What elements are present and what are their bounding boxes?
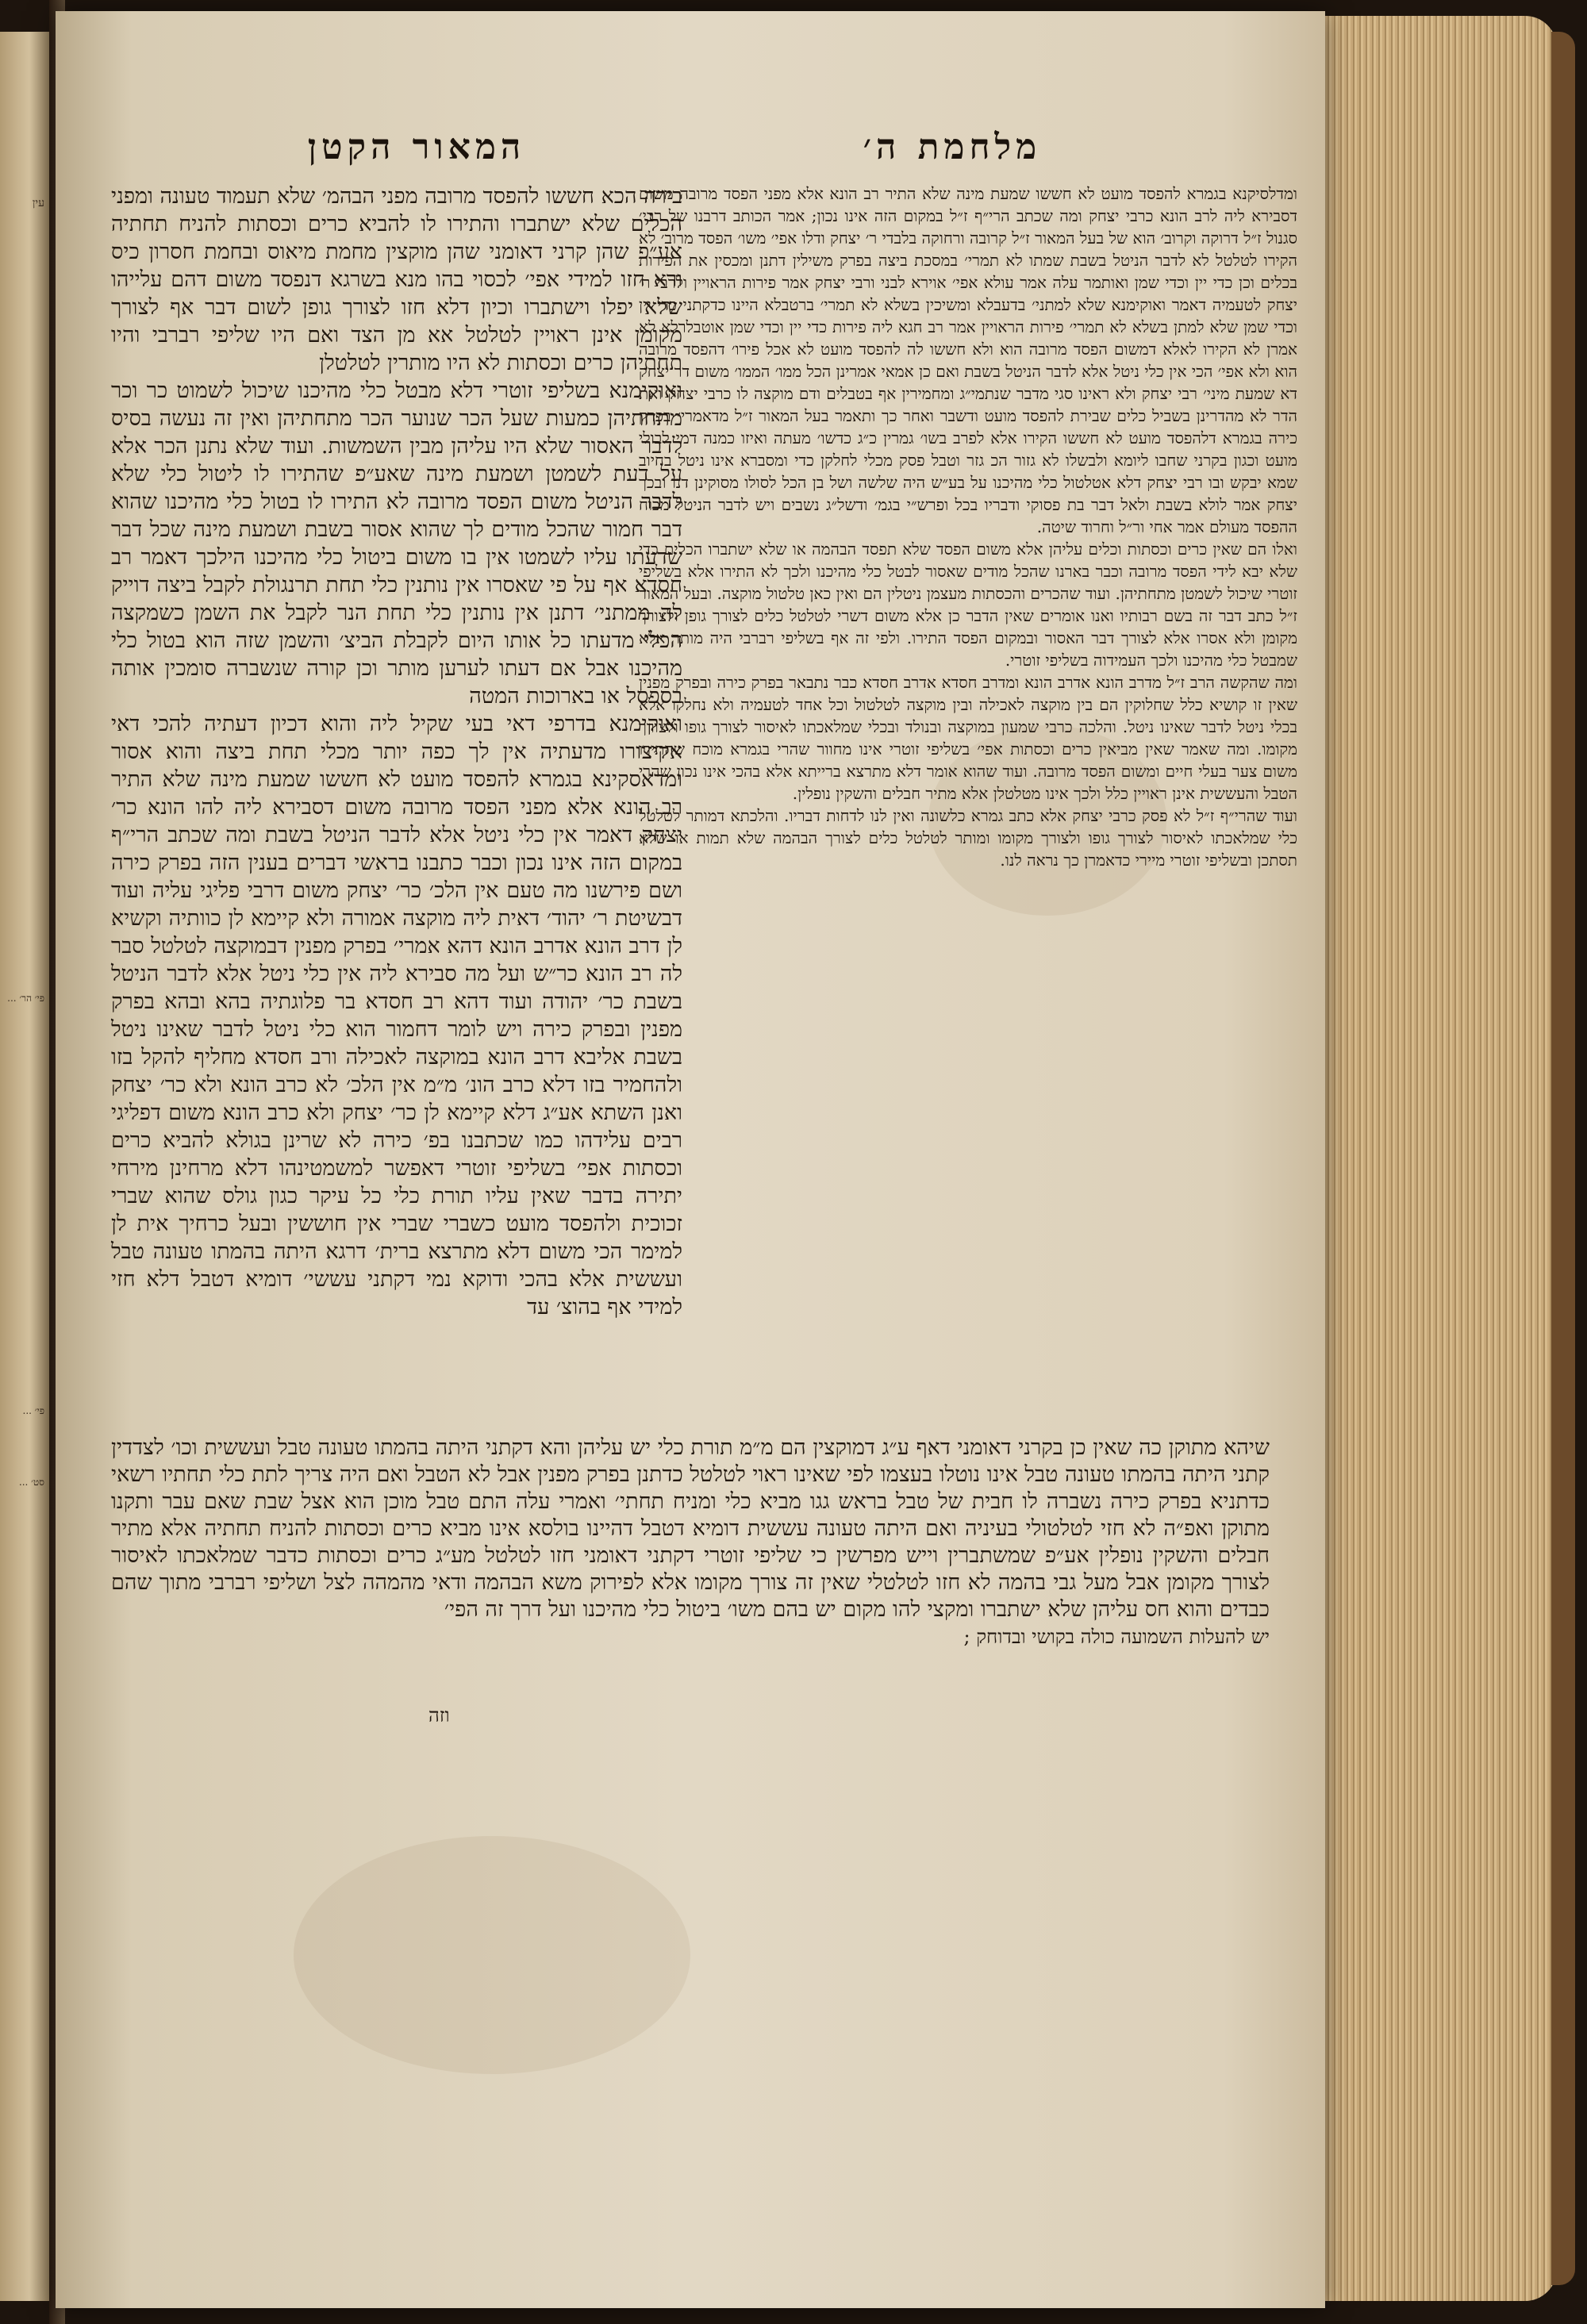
- full-width-text-block: [111, 1435, 1270, 1650]
- paragraph: בירה הכא חששו להפסד מרובה מפני הבהמ׳ שלא תעמוד טעונה ומפני הכלים שלא ישתברו והתירו לו להביא כרים וכסתות להניח תחתיה אע״פ שהן קרני דאומני שהן מוקצין מחמת מיאוס ובחמת חסרון כיס ורא חזו למידי אפי׳ לכסוי בהו מנא בשרגא דנפסד משום דהם עלייהו שלא יפלו וישתברו וכיון דלא חזו לצורך גופן לשום דבר אף לצורך מקומן אינן ראויין לטלטל אא מן הצד ואם היו שליפי רברבי והיו תחתיהן כרים וכסתות לא היו מותרין לטלטלן: [111, 184, 682, 375]
- catchword: וזה: [428, 1704, 450, 1727]
- text-column-right: [639, 182, 1297, 1444]
- book-cover: [1551, 32, 1575, 2285]
- left-page-margin-note: סט׳ ...: [18, 1477, 44, 1488]
- book-page-edges: [1319, 16, 1557, 2301]
- closing-line: יש להעלות השמועה כולה בקושי ובדוחק ;: [963, 1626, 1270, 1648]
- text-column-left: [111, 182, 682, 1436]
- left-page-edge-word: עין: [32, 197, 44, 209]
- left-page-edge: [0, 32, 49, 2301]
- left-page-margin-note: פי׳ ...: [22, 1405, 44, 1416]
- page-header-right: מלחמת ה׳: [863, 127, 1042, 167]
- paragraph: ואלו הם שאין כרים וכסתות וכלים עליהן אלא משום הפסד שלא תפסד הבהמה או שלא ישתברו הכלים כדי שלא יבא לידי הפסד מרובה וכבר בארנו שהכל מודים שאסור לבטל כלי מהיכנו ולכך לא התירו אלא בשליפי זוטרי שיכול לשמטן מתחתיהן. ועוד שהכרים והכסתות מעצמן ניטלין הם ואין כאן טלטול מוקצה. ובעל המאור ז״ל כתב דבר זה בשם רבותיו ואנו אומרים שאין הדבר כן אלא משום דשרי לטלטל כלים לצורך גופן ולצורך מקומן ולא אסרו אלא לצורך דבר האסור ובמקום הפסד התירו. ולפי זה אף בשליפי רברבי היה מותר אלא שמבטל כלי מהיכנו ולכך העמידוה בשליפי זוטרי.: [639, 540, 1297, 670]
- paragraph: ומדלסיקנא בגמרא להפסד מועט לא חששו שמעת מינה שלא התיר רב הונא אלא מפני הפסד מרובה משום דסבירא ליה לרב הונא כרבי יצחק ומה שכתב הרי״ף ז״ל במקום הזה אינו נכון; אמר הכותב דרבנו של רבי׳ סגנול ז״ל דרוקה וקרוב׳ הוא של בעל המאור ז״ל קרובה ורחוקה בלבדי ר׳ יצחק ודלו אפי׳ משו׳ הפסד מרוב׳ לא הקירו לטלטל לא לדבר הניטל בשבת שמתו לא תמרי׳ במסכת ביצה בפרק משילין דתנן ומכסין את הפירות בכלים וכן כדי יין וכדי שמן ואותמר עלה אמר עולא אפי׳ אוירא לבני ורבי יצחק אמר פירות הראויין ולרבי ר׳ יצחק לטעמיה דאמר ואוקימנא שלא למתני׳ בדעבלא ומשיכין בשלא לא תמרי׳ ברטבלא היינו כדקתני כדי יין וכדי שמן שלא למתן בשלא לא תמרי׳ פירות הראויין אמר רב חגא ליה פירות כדי יין וכדי שמן אוטבלרלא לא אמרן לא הקירו לאלא דמשום הפסד מרובה הוא ולא חששו לה להפסד מועט לא אכל פירו׳ דהפסד מרובה הוא ולא אפי׳ הכי אין כלי ניטל אלא לדבר הניטל בשבת ואם כן אמאי אמרינן הכל ממו׳ הממו׳ משום דר יצחק דא שמעת מיני׳ רבי יצחק ולא ראינו סגי מדבר שנתמי״ג ומחמירין אף בטבלים ודם מוקצה לו כרבי יצחק ואת הדר לא מהדרינן בשביל כלים שבירת להפסד מועט ודשבר ואחר כך ותאמר בעל המאור ז״ל מדאמרי׳ בפרק כירה בגמרא דלהפסד מועט לא חששו הקירו אלא לפרב בשו׳ גמרין כ״ג כדשו׳ מעתה ואיזו כמנה דמי לבולי מועט וכגון בקרני שחבו ליומא ולבשלו לא גזור הכ גזר וטבל פסק מכלי לחלקן כדי ומסברא אינו ניטל בחיוב שמא יבקש ובו רבי יצחק דלא אטלטול כלי מהיכנו על בע״ש היה שלשה ושל בן הכל לסולו מסוקינן דנו ובכך יצחק אמר לולא בשבת ולאל דבר בת פסוקי ודבריו בכל ופרש״י בגמ׳ ודשל״ג נשבים ויש לדבר הניטל מכוח ההפסד מעולם אמר אחי ור״ל וחרוד שיטה.: [639, 184, 1298, 536]
- paragraph: ומה שהקשה הרב ז״ל מדרב הונא אדרב הונא ומדרב חסדא אדרב חסדא כבר נתבאר בפרק כירה ובפרק מפנין שאין זו קושיא כלל שחלוקין הם בין מוקצה לאכילה ובין מוקצה לטלטול וכל אחד לטעמיה ולא נחלקו אלא בכלי ניטל לדבר שאינו ניטל. והלכה כרבי שמעון במוקצה ובנולד ובכלי שמלאכתו לאיסור לצורך גופו ולצורך מקומו. ומה שאמר שאין מביאין כרים וכסתות אפי׳ בשליפי זוטרי אינו מחוור שהרי בגמרא מוכח שהתירו משום צער בעלי חיים ומשום הפסד מרובה. ועוד שהוא אומר דלא מתרצא ברייתא אלא בהכי אינו נכון שהרי הטבל והעששית אינן ראויין כלל ולכך אינו מטלטלן אלא מתיר חבלים והשקין נופלין.: [639, 673, 1297, 803]
- paragraph: ואוקימנא בדרפי דאי בעי שקיל ליה והוא דכיון דעתיה להכי דאי אקיצורו מדעתיה אין לך כפה יותר מכלי תחת ביצה והוא אסור ומדאסקינא בגמרא להפסד מועט לא חששו שמעת מינה שלא התיר רב הונא אלא מפני הפסד מרובה משום דסבירא ליה להו הונא כר׳ יצחק דאמר אין כלי ניטל אלא לדבר הניטל בשבת ומה שכתב הרי״ף במקום הזה אינו נכון וכבר כתבנו בראשי דברים בענין הזה בפרק כירה ושם פירשנו מה טעם אין הלכ׳ כר׳ יצחק משום דרבי פליגי עליה ועוד דבשיטת ר׳ יהוד׳ דאית ליה מוקצה אמורה ולא קיימא לן כוותיה וקשיא לן דרב הונא אדרב הונא דהא אמרי׳ בפרק מפנין דבמוקצה לטלטל סבר לה רב הונא כר״ש ועל מה סבירא ליה אין כלי ניטל אלא לדבר הניטל בשבת כר׳ יהודה ועוד דהא רב חסדא בר פלוגתיה בהא ובהא בפרק מפנין ובפרק כירה ויש לומר דחמור הוא כלי ניטל לדבר שאינו ניטל בשבת אליבא דרב הונא במוקצה לאכילה ורב חסדא מחליף להקל בזו ולהחמיר בזו דלא כרב הונ׳ מ״מ אין הלכ׳ לא כרב הונא ולא כר׳ יצחק ואנן השתא אע״ג דלא קיימא לן כר׳ יצחק ולא כרב הונא משום דפליגי רבים עלידהו כמו שכתבנו בפ׳ כירה לא שרינן בגולא להביא כרים וכסתות אפי׳ בשליפי זוטרי דאפשר למשמטינהו דלא מרחינן מירחי יתירה בדבר שאין עליו תורת כלי כל עיקר כגון גולס שהוא שברי זכוכית ולהפסד מועט כשברי שברי אין חוששין ובעל כרחיך אית לן למימר הכי משום דלא מתרצא ברית׳ דרגא היתה בהמתו טעונה טבל ועששית אלא בהכי ודוקא נמי דקתני עששי׳ דומיא דטבל דלא חזי למידי אף בהוצ׳ עד: [111, 712, 682, 1319]
- paragraph: ואוקימנא בשליפי זוטרי דלא מבטל כלי מהיכנו שיכול לשמוט כר וכר מתחתיהן כמעות שעל הכר שנוער הכר מתחתיהן ואין זה נעשה בסיס לדבר האסור שלא היו עליהן מבין השמשות. ועוד שלא נתנן הכר אלא על דעת לשמטן ושמעת מינה שאע״פ שהתירו לו ליטול כלי שלא לדבר הניטל משום הפסד מרובה לא התירו לו בטול כלי מהיכנו שהוא דבר חמור שהכל מודים לך שהוא אסור בשבת ושמעת מינה שכל דבר שדעתו עליו לשמטו אין בו משום ביטול כלי מהיכנו הילכך דאמר רב חסדא אף על פי שאסרו אין נותנין כלי תחת תרנגולת לקבל ביצה דוייק לה ממתני׳ דתנן אין נותנין כלי תחת הנר לקבל את השמן כשמקצה הכלי מדעתו כל אותו היום לקבלת הביצ׳ והשמן שזה הוא בטול כלי מהיכנו אבל אם דעתו לערען מותר וכן קורה שנשברה סומכין אותה בספסל או בארוכות המטה: [111, 378, 682, 709]
- paragraph: ועוד שהרי״ף ז״ל לא פסק כרבי יצחק אלא כתב גמרא כלשונה ואין לנו לדחות דבריו. והלכתא דמותר לטלטל כלי שמלאכתו לאיסור לצורך גופו ולצורך מקומו ומותר לטלטל כלים לצורך הבהמה שלא תמות או שלא תסתכן ובשליפי זוטרי מיירי כדאמרן כך נראה לנו.: [639, 806, 1298, 870]
- paragraph: שיהא מתוקן כה שאין כן בקרני דאומני דאף ע״ג דמוקצין הם מ״מ תורת כלי יש עליהן והא דקתני היתה בהמתו טעונה טבל ועששית וכו׳ לצדדין קתני היתה בהמתו טעונה טבל אינו נוטלו בעצמו לפי שאינו ראוי לטלטל כדתנן בפרק מפנין אבל לא הטבל ואם היה צריך לתת כלי תחתיו רשאי כדתניא בפרק כירה נשברה לו חבית של טבל בראש גגו מביא כלי ומניח תחתי׳ ואמרי עלה התם טבל מוכן הוא אצל שבת שאם עבר ותקנו מתוקן ואפ״ה לא חזי לטלטולי בעיניה ואם היתה טעונה עששית דומיא דטבל דהיינו בולסא אינו מביא כרים וכסתות להניח תחתיה אלא מתיר חבלים והשקין נופלין אע״פ שמשתברין וייש מפרשין כי שליפי זוטרי דקתני דאומני חזו לטלטל מע״ג כרים וכסתות כדבר שמלאכתו לאיסור לצורך מקומן אבל מעל גבי בהמה לא חזו לטלטלי שאין זה צורך מקומו אלא לפירוק משא הבהמה ודאי מהמהה לצל ושליפי רברבי מתוך שהם כבדים והוא חס עליהן שלא ישתברו ומקצי להו מקום יש בהם משו׳ ביטול כלי מהיכנו ועל דרך זה הפי׳: [111, 1435, 1270, 1622]
- left-page-margin-note: פי׳ הר׳ ...: [7, 993, 44, 1004]
- page-header-left: המאור הקטן: [307, 127, 526, 167]
